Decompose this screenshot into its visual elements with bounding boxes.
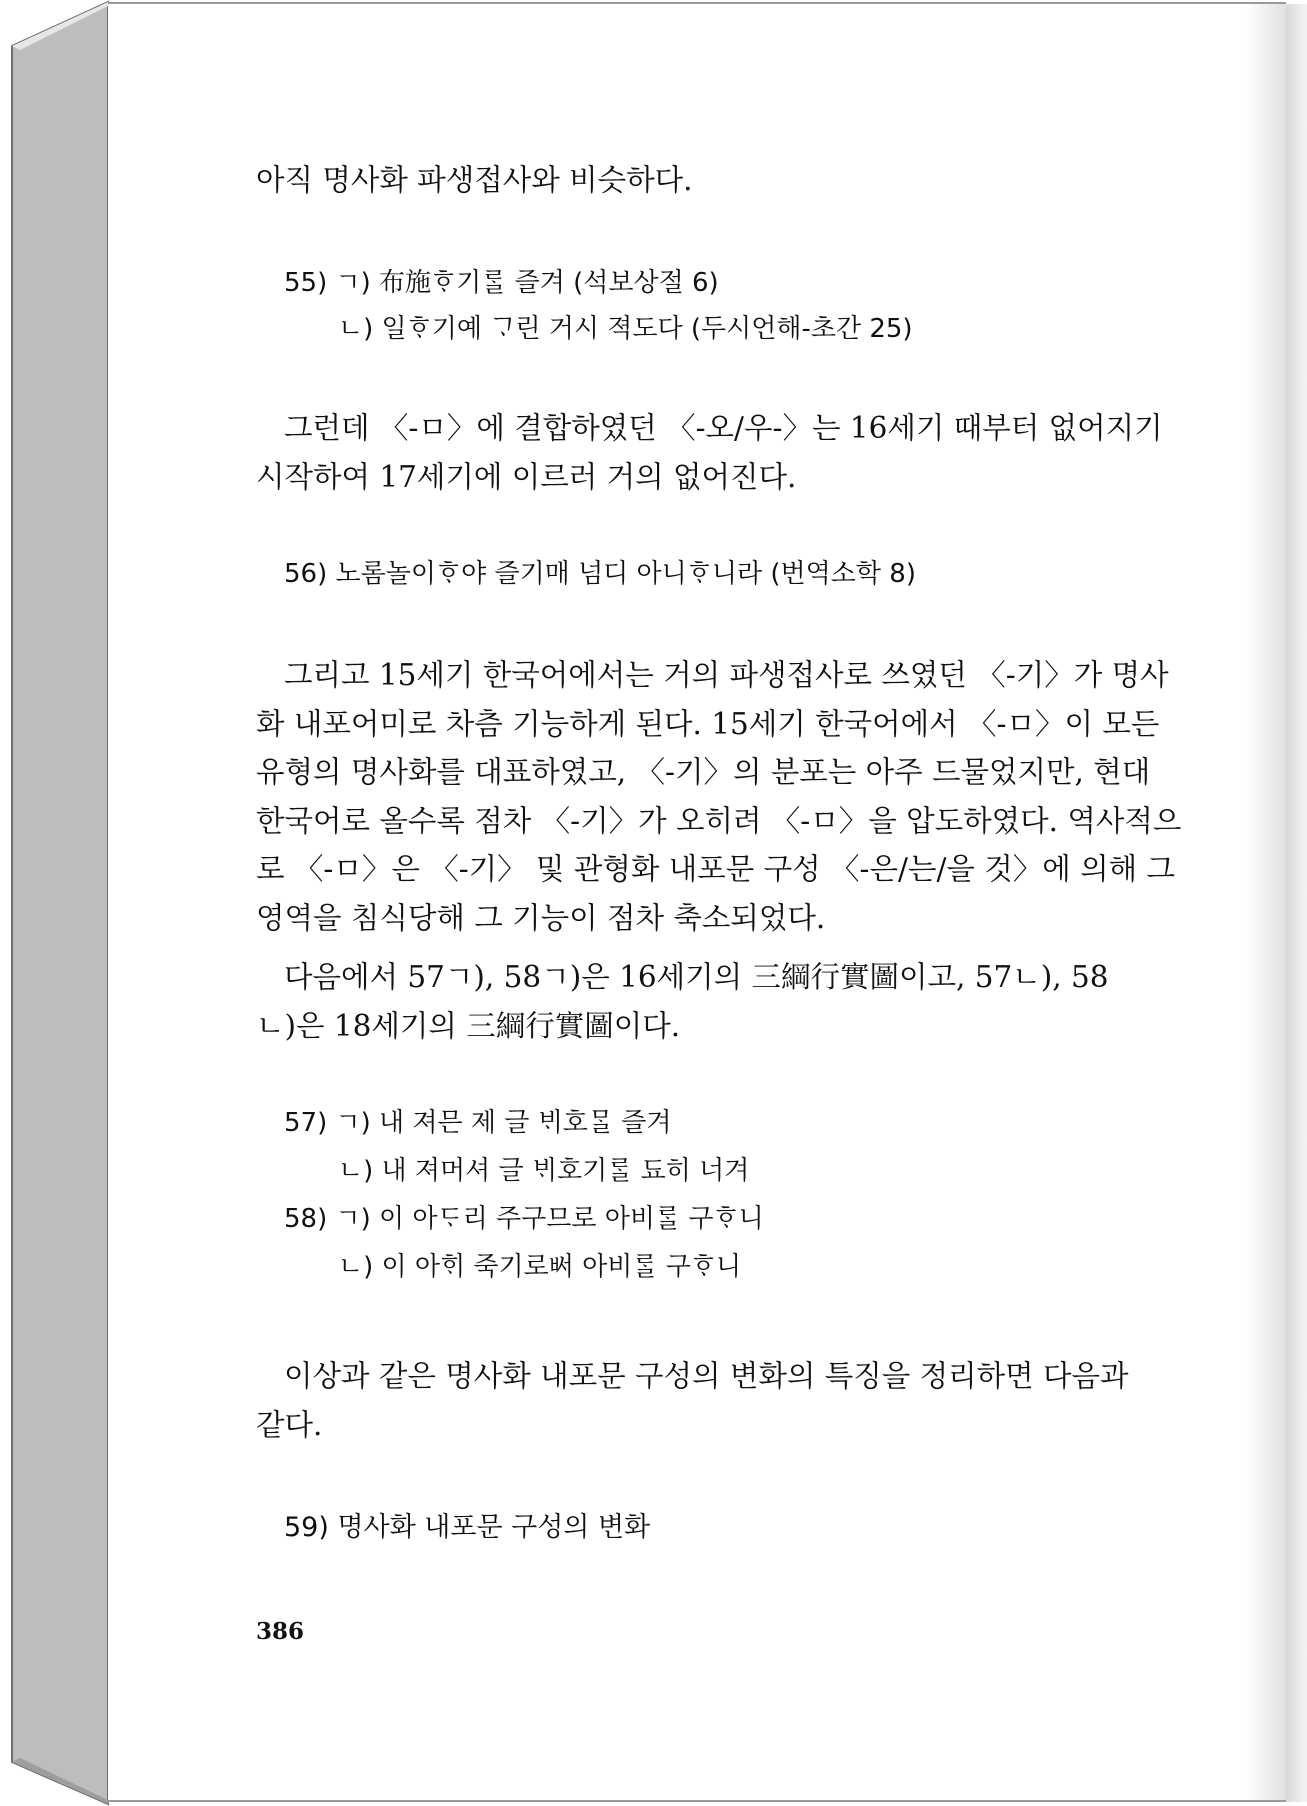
paragraph-3-line-2: ㄴ)은 18세기의 三綱行實圖이다. bbox=[256, 1008, 681, 1043]
paragraph-3-line-1: 다음에서 57ㄱ), 58ㄱ)은 16세기의 三綱行實圖이고, 57ㄴ), 58 bbox=[284, 960, 1109, 994]
example-55b: ㄴ) 일ᄒᆞ기예 ᄀᆞ린 거시 젹도다 (두시언해-초간 25) bbox=[338, 314, 913, 344]
paragraph-4-line-2: 같다. bbox=[256, 1407, 323, 1442]
intro-ending-line: 아직 명사화 파생접사와 비슷하다. bbox=[256, 163, 693, 197]
paragraph-2-line-6: 영역을 침식당해 그 기능이 점차 축소되었다. bbox=[256, 900, 826, 935]
book-spine bbox=[0, 0, 110, 1806]
example-59-heading: 59) 명사화 내포문 구성의 변화 bbox=[284, 1512, 651, 1543]
example-56: 56) 노롬놀이ᄒᆞ야 즐기매 넘디 아니ᄒᆞ니라 (번역소학 8) bbox=[284, 559, 916, 589]
example-55a: 55) ㄱ) 布施ᄒᆞ기ᄅᆞᆯ 즐겨 (석보상절 6) bbox=[284, 268, 719, 298]
paragraph-3 bbox=[256, 953, 1164, 1050]
paragraph-2-line-4: 한국어로 올수록 점차 〈-기〉가 오히려 〈-ㅁ〉을 압도하였다. 역사적으 bbox=[256, 803, 1182, 838]
example-58b: ㄴ) 이 아ᄒᆡ 죽기로ᄡᅥ 아비ᄅᆞᆯ 구ᄒᆞ니 bbox=[338, 1252, 742, 1282]
example-58a: 58) ㄱ) 이 아ᄃᆞ리 주구므로 아비ᄅᆞᆯ 구ᄒᆞ니 bbox=[284, 1204, 764, 1234]
example-57b: ㄴ) 내 져머셔 글 ᄇᆡ호기ᄅᆞᆯ 됴히 너겨 bbox=[338, 1156, 750, 1186]
example-57a: 57) ㄱ) 내 져믄 제 글 ᄇᆡ호ᄆᆞᆯ 즐겨 bbox=[284, 1108, 672, 1138]
paragraph-2-line-3: 유형의 명사화를 대표하였고, 〈-기〉의 분포는 아주 드물었지만, 현대 bbox=[256, 755, 1151, 789]
paragraph-2-line-5: 로 〈-ㅁ〉은 〈-기〉 및 관형화 내포문 구성 〈-은/는/을 것〉에 의해 그 bbox=[256, 852, 1175, 886]
paragraph-2 bbox=[256, 651, 1182, 942]
paragraph-4-line-1: 이상과 같은 명사화 내포문 구성의 변화의 특징을 정리하면 다음과 bbox=[284, 1359, 1129, 1393]
page-shadow bbox=[1246, 4, 1286, 1800]
paragraph-2-line-2: 화 내포어미로 차츰 기능하게 된다. 15세기 한국어에서 〈-ㅁ〉이 모든 bbox=[256, 706, 1160, 741]
paragraph-4 bbox=[256, 1352, 1164, 1449]
paragraph-1-line-1: 그런데 〈-ㅁ〉에 결합하였던 〈-오/우-〉는 16세기 때부터 없어지기 bbox=[284, 411, 1163, 445]
paragraph-1 bbox=[256, 404, 1164, 501]
page-edge-right bbox=[1286, 4, 1307, 1802]
page-number: 386 bbox=[256, 1618, 305, 1645]
paragraph-2-line-1: 그리고 15세기 한국어에서는 거의 파생접사로 쓰였던 〈-기〉가 명사 bbox=[284, 658, 1169, 692]
page bbox=[108, 2, 1286, 1802]
paragraph-1-line-2: 시작하여 17세기에 이르러 거의 없어진다. bbox=[256, 459, 797, 494]
